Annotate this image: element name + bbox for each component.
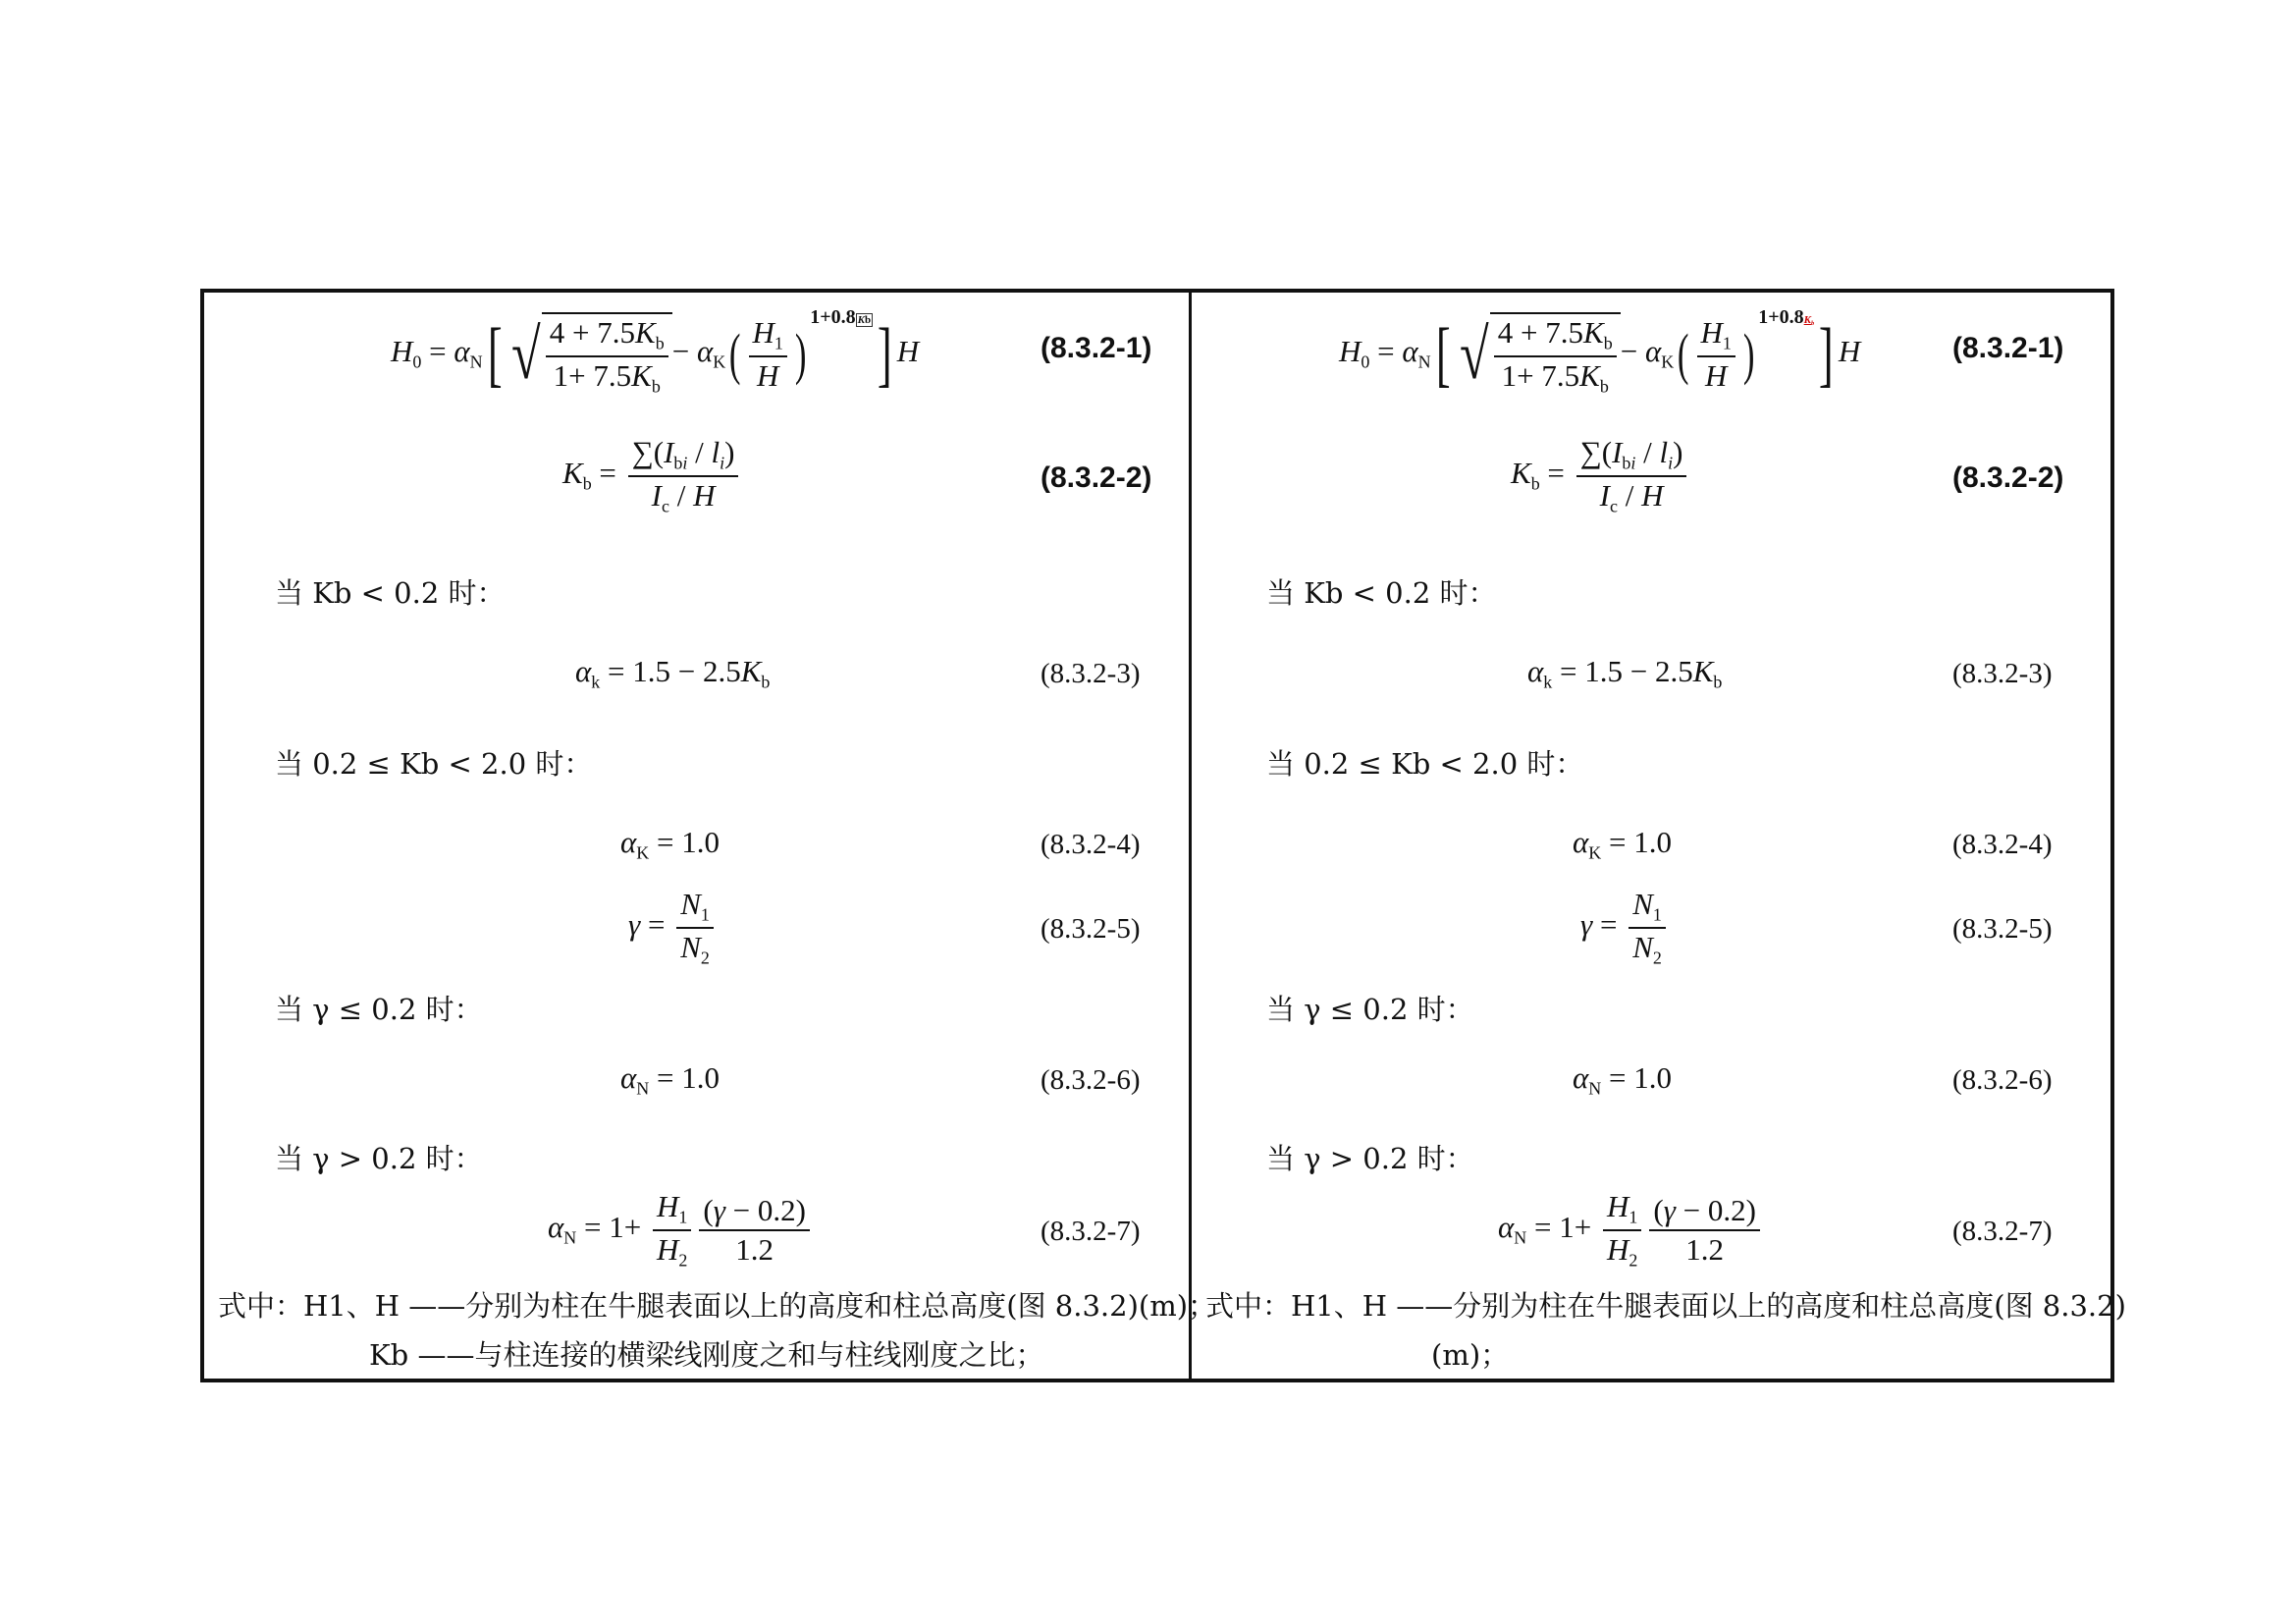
- condition-text: 当 γ > 0.2 时：: [1266, 1142, 1474, 1175]
- equation-8-3-2-7: $\alpha_N = 1+$ $\frac{H_1}{H_2}$ $\frac{(\gamma - 0.2)}{1.2}$: [1498, 1190, 1764, 1271]
- equation-number: (8.3.2-7): [1952, 1216, 2053, 1247]
- equation-number: (8.3.2-6): [1041, 1064, 1141, 1096]
- equation-number: (8.3.2-1): [1952, 332, 2064, 364]
- equation-number: (8.3.2-2): [1952, 461, 2064, 494]
- equation-number: (8.3.2-6): [1952, 1064, 2053, 1096]
- equation-number: (8.3.2-5): [1041, 913, 1141, 945]
- equation-8-3-2-1: $H_0 = \alpha_N$[ √ $\frac{4 + 7.5K_b}{1+ 7.5K_b}$ − $\alpha_K$( $\frac{H_1}{H}$ )$1+0.8K_b$] H: [1339, 306, 1861, 397]
- notation-line: 式中：H1、H ——分别为柱在牛腿表面以上的高度和柱总高度(图 8.3.2)(m)；: [218, 1289, 1217, 1323]
- notation-line: (m)；: [1431, 1338, 1510, 1372]
- equation-8-3-2-2: $K_b$ = $\frac{\sum(I_{bi} / l_i)}{I_c / H}$: [1511, 436, 1690, 516]
- equation-8-3-2-4: $\alpha_K = 1.0$: [1573, 825, 1672, 863]
- right-column: [1192, 293, 2126, 1379]
- equation-8-3-2-5: γ = $\frac{N_1}{N_2}$: [628, 888, 718, 968]
- equation-number: (8.3.2-1): [1041, 332, 1152, 364]
- condition-text: 当 γ > 0.2 时：: [275, 1142, 483, 1175]
- equation-8-3-2-1: $H_0 = \alpha_N$[ √ $\frac{4 + 7.5K_b}{1+ 7.5K_b}$ − $\alpha_K$( $\frac{H_1}{H}$ )1+0.8 Kb] H: [391, 306, 920, 397]
- condition-text: 当 0.2 ≤ Kb < 2.0 时：: [275, 747, 593, 781]
- equation-8-3-2-4: $\alpha_K = 1.0$: [620, 825, 720, 863]
- equation-8-3-2-2: $K_b$ = $\frac{\sum(I_{bi} / l_i)}{I_c / H}$: [562, 436, 742, 516]
- equation-number: (8.3.2-7): [1041, 1216, 1141, 1247]
- equation-8-3-2-7: $\alpha_N = 1+$ $\frac{H_1}{H_2}$ $\frac{(\gamma - 0.2)}{1.2}$: [548, 1190, 814, 1271]
- equation-8-3-2-5: γ = $\frac{N_1}{N_2}$: [1580, 888, 1670, 968]
- condition-text: 当 γ ≤ 0.2 时：: [1266, 993, 1474, 1026]
- condition-text: 当 0.2 ≤ Kb < 2.0 时：: [1266, 747, 1584, 781]
- equation-number: (8.3.2-4): [1041, 829, 1141, 860]
- equation-8-3-2-3: $\alpha_k = 1.5 - 2.5K_b$: [1527, 654, 1723, 692]
- equation-number: (8.3.2-2): [1041, 461, 1152, 494]
- left-column: [204, 293, 1217, 1379]
- notation-line: 式中：H1、H ——分别为柱在牛腿表面以上的高度和柱总高度(图 8.3.2): [1205, 1289, 2126, 1323]
- condition-text: 当 Kb < 0.2 时：: [275, 576, 506, 610]
- condition-text: 当 Kb < 0.2 时：: [1266, 576, 1497, 610]
- notation-line: Kb ——与柱连接的横梁线刚度之和与柱线刚度之比；: [369, 1338, 1044, 1372]
- equation-8-3-2-6: $\alpha_N = 1.0$: [1573, 1060, 1672, 1099]
- equation-8-3-2-6: $\alpha_N = 1.0$: [620, 1060, 720, 1099]
- equation-number: (8.3.2-4): [1952, 829, 2053, 860]
- equation-number: (8.3.2-3): [1041, 658, 1141, 689]
- equation-number: (8.3.2-5): [1952, 913, 2053, 945]
- equation-8-3-2-3: $\alpha_k = 1.5 - 2.5K_b$: [575, 654, 771, 692]
- equation-number: (8.3.2-3): [1952, 658, 2053, 689]
- condition-text: 当 γ ≤ 0.2 时：: [275, 993, 483, 1026]
